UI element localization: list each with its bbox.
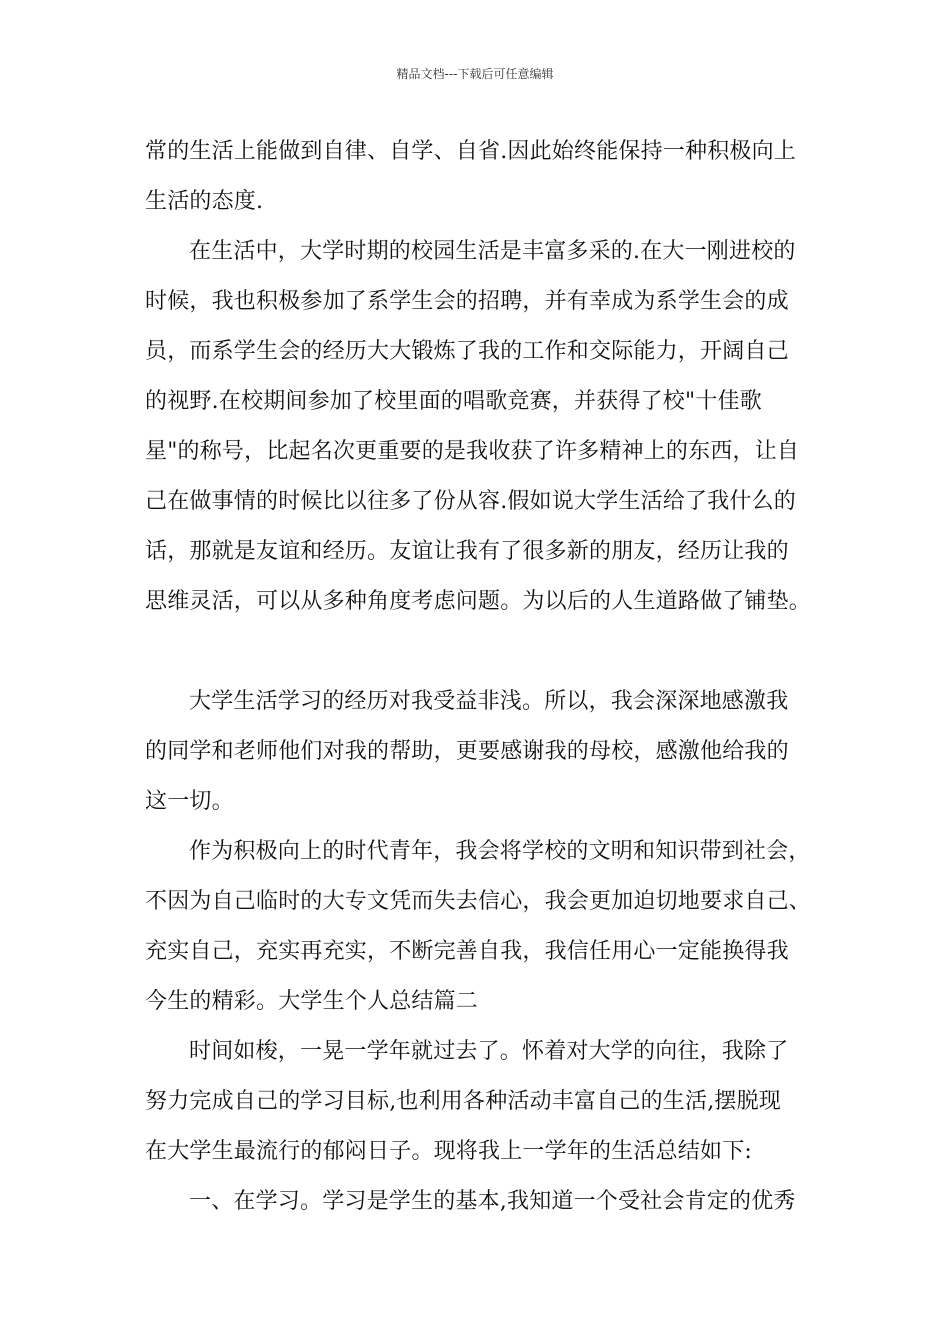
text-line: 话，那就是友谊和经历。友谊让我有了很多新的朋友，经历让我的 <box>145 539 789 564</box>
paragraph <box>145 1027 810 1177</box>
text-line: 的同学和老师他们对我的帮助，更要感谢我的母校，感激他给我的 <box>145 739 789 764</box>
text-line: 大学生活学习的经历对我受益非浅。所以，我会深深地感激我 <box>189 689 789 714</box>
text-line: 一、在学习。学习是学生的基本,我知道一个受社会肯定的优秀 <box>189 1189 796 1214</box>
text-line: 常的生活上能做到自律、自学、自省.因此始终能保持一种积极向上 <box>145 139 796 164</box>
text-line: 思维灵活，可以从多种角度考虑问题。为以后的人生道路做了铺垫。 <box>145 589 812 614</box>
text-line: 生活的态度. <box>145 189 264 214</box>
text-line: 努力完成自己的学习目标,也利用各种活动丰富自己的生活,摆脱现 <box>145 1089 781 1114</box>
text-line: 星"的称号，比起名次更重要的是我收获了许多精神上的东西，让自 <box>145 439 800 464</box>
text-line: 在生活中，大学时期的校园生活是丰富多采的.在大一刚进校的 <box>189 239 796 264</box>
text-line: 今生的精彩。大学生个人总结篇二 <box>145 989 479 1014</box>
text-line: 员，而系学生会的经历大大锻炼了我的工作和交际能力，开阔自己 <box>145 339 789 364</box>
paragraph <box>145 227 810 627</box>
text-line: 这一切。 <box>145 789 234 814</box>
paragraph <box>145 827 810 1027</box>
paragraph <box>145 1177 810 1227</box>
page-header: 精品文档---下载后可任意编辑 <box>396 67 554 81</box>
paragraph <box>145 677 810 827</box>
text-line: 己在做事情的时候比以往多了份从容.假如说大学生活给了我什么的 <box>145 489 796 514</box>
text-line: 时候，我也积极参加了系学生会的招聘，并有幸成为系学生会的成 <box>145 289 789 314</box>
text-line: 不因为自己临时的大专文凭而失去信心，我会更加迫切地要求自己、 <box>145 889 812 914</box>
paragraph-spacer <box>145 627 810 677</box>
text-line: 在大学生最流行的郁闷日子。现将我上一学年的生活总结如下: <box>145 1139 753 1164</box>
text-line: 作为积极向上的时代青年，我会将学校的文明和知识带到社会， <box>189 839 811 864</box>
text-line: 时间如梭，一晃一学年就过去了。怀着对大学的向往，我除了 <box>189 1039 789 1064</box>
text-line: 的视野.在校期间参加了校里面的唱歌竞赛，并获得了校"十佳歌 <box>145 389 762 414</box>
document-body <box>145 127 810 1227</box>
paragraph <box>145 127 810 227</box>
text-line: 充实自己，充实再充实，不断完善自我，我信任用心一定能换得我 <box>145 939 789 964</box>
